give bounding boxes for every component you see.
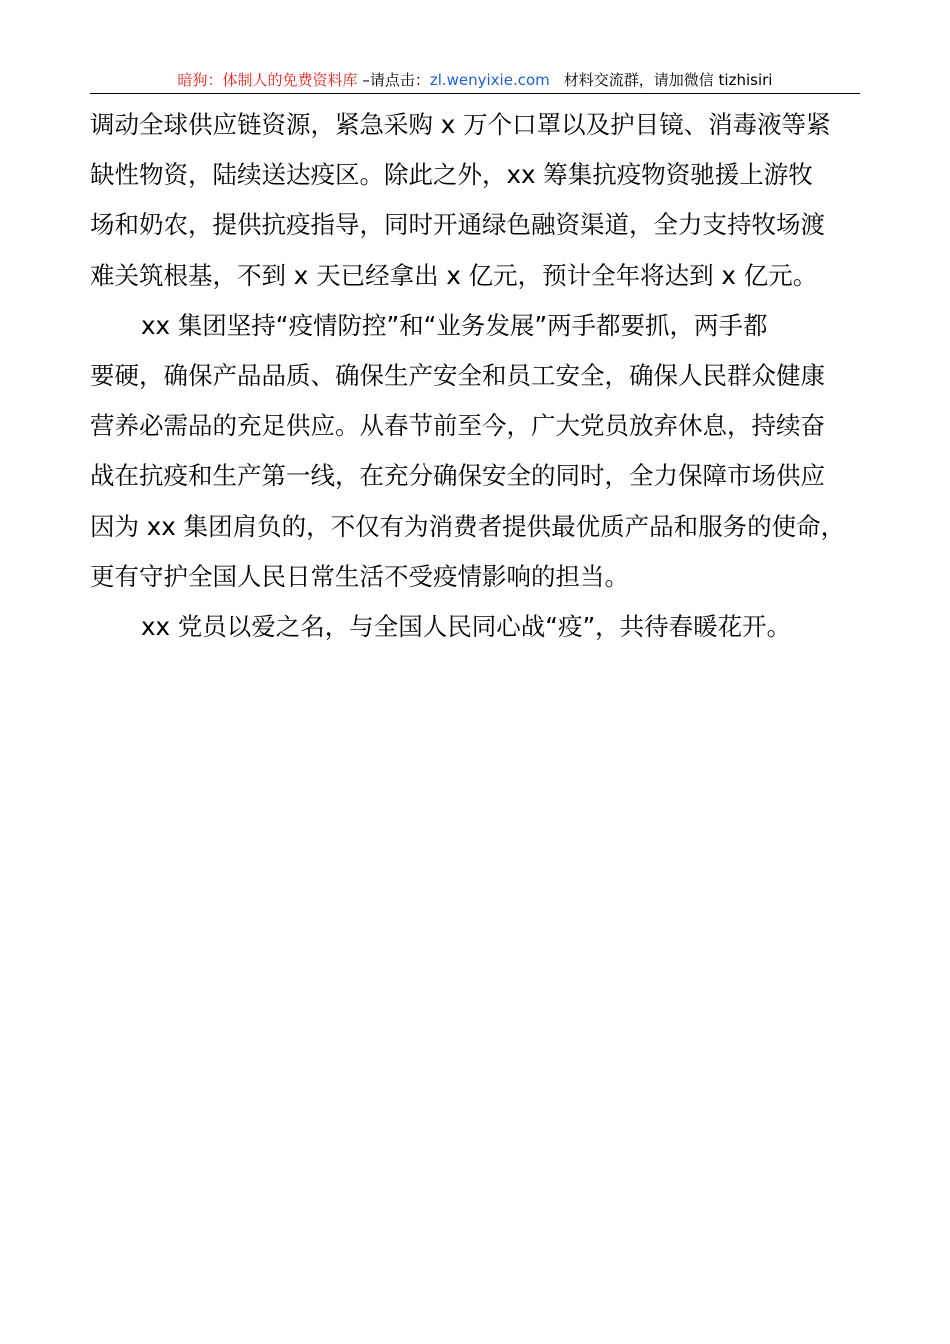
paragraph-line: 难关筑根基，不到 x 天已经拿出 x 亿元，预计全年将达到 x 亿元。: [90, 260, 818, 290]
paragraph-2: [90, 301, 866, 602]
paragraph-1: [90, 100, 866, 301]
paragraph-line: 营养必需品的充足供应。从春节前至今，广大党员放弃休息，持续奋: [90, 411, 825, 441]
paragraph-line: 场和奶农，提供抗疫指导，同时开通绿色融资渠道，全力支持牧场渡: [90, 210, 825, 240]
page-header: [90, 69, 860, 93]
paragraph-line: 缺性物资，陆续送达疫区。除此之外，xx 筹集抗疫物资驰援上游牧: [90, 160, 813, 190]
header-website-link[interactable]: zl.wenyixie.com: [429, 71, 550, 89]
header-brand-text: 暗狗：体制人的免费资料库: [177, 71, 358, 89]
paragraph-line: xx 党员以爱之名，与全国人民同心战“疫”，共待春暖花开。: [141, 612, 792, 642]
paragraph-line: 调动全球供应链资源，紧急采购 x 万个口罩以及护目镜、消毒液等紧: [90, 110, 831, 139]
document-body: [90, 100, 866, 652]
paragraph-line: 要硬，确保产品品质、确保生产安全和员工安全，确保人民群众健康: [90, 361, 825, 391]
paragraph-line: 更有守护全国人民日常生活不受疫情影响的担当。: [90, 561, 629, 591]
header-divider: [90, 93, 860, 94]
paragraph-line: 战在抗疫和生产第一线，在充分确保安全的同时，全力保障市场供应: [90, 461, 825, 491]
header-group-text: 材料交流群，请加微信 tizhisiri: [563, 71, 773, 89]
header-prompt-text: –请点击：: [357, 71, 430, 89]
paragraph-line: 因为 xx 集团肩负的，不仅有为消费者提供最优质产品和服务的使命，: [90, 511, 846, 541]
paragraph-3: [90, 602, 866, 652]
paragraph-line: xx 集团坚持“疫情防控”和“业务发展”两手都要抓，两手都: [141, 310, 768, 340]
